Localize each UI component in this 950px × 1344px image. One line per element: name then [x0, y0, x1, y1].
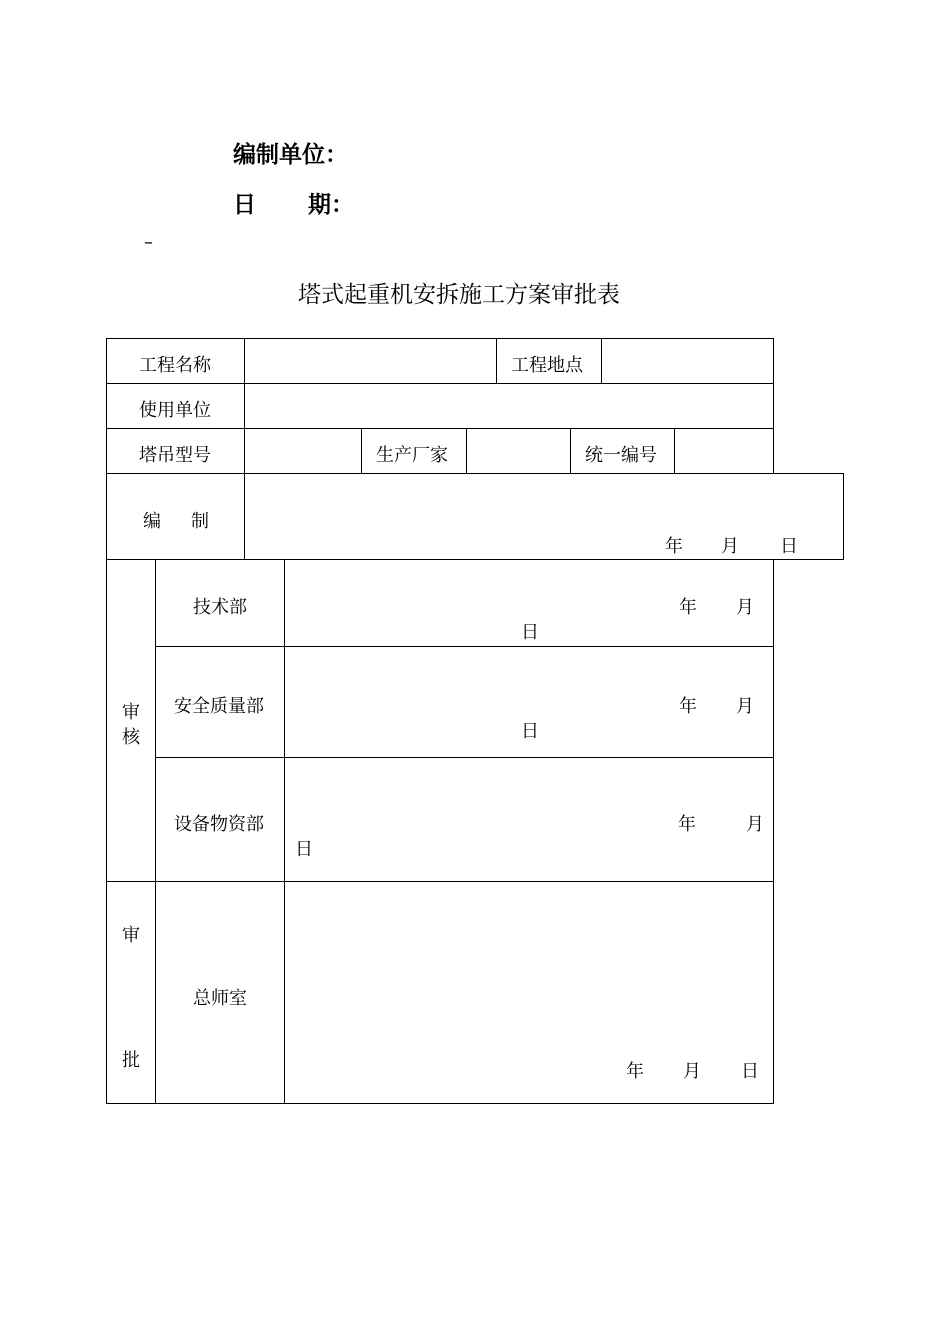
manufacturer-label: 生产厂家: [376, 445, 448, 466]
equipment-dept-date-day: 日: [295, 839, 313, 860]
table-line: [570, 428, 571, 473]
table-line: [361, 428, 362, 473]
table-line: [155, 646, 774, 647]
table-line: [106, 338, 774, 339]
table-line: [244, 338, 245, 559]
compile-label-char2: 制: [191, 511, 209, 532]
compile-label-char1: 编: [143, 511, 161, 532]
table-line: [106, 338, 107, 1103]
table-line: [466, 428, 467, 473]
table-line: [773, 559, 774, 1103]
unified-number-label: 统一编号: [585, 445, 657, 466]
tech-dept-date-month: 月: [736, 597, 754, 618]
user-unit-label: 使用单位: [139, 400, 211, 421]
safety-dept-date-year: 年: [679, 696, 697, 717]
crane-model-label: 塔吊型号: [139, 445, 211, 466]
equipment-dept-label: 设备物资部: [174, 814, 264, 835]
equipment-dept-date-year: 年: [678, 814, 696, 835]
project-name-label: 工程名称: [139, 355, 211, 376]
date-label-first: 日: [233, 192, 256, 218]
table-line: [106, 881, 774, 882]
table-line: [155, 757, 774, 758]
form-title: 塔式起重机安拆施工方案审批表: [298, 282, 620, 308]
table-line: [284, 559, 285, 1103]
safety-dept-date-day: 日: [521, 721, 539, 742]
chief-office-date-day: 日: [741, 1061, 759, 1082]
review-group-char2: 核: [122, 727, 140, 748]
safety-dept-label: 安全质量部: [174, 696, 264, 717]
approve-group-char2: 批: [122, 1050, 140, 1071]
project-location-label: 工程地点: [511, 355, 583, 376]
table-line: [496, 338, 497, 383]
review-group-char1: 审: [122, 702, 140, 723]
compiling-unit-label: 编制单位：: [233, 142, 348, 168]
equipment-dept-date-month: 月: [746, 814, 764, 835]
date-label-second: 期：: [308, 192, 354, 218]
table-line: [106, 559, 844, 560]
tech-dept-label: 技术部: [193, 597, 247, 618]
compile-date-month: 月: [721, 536, 739, 557]
table-line: [773, 338, 774, 473]
table-line: [601, 338, 602, 383]
table-line: [106, 1103, 774, 1104]
chief-office-date-month: 月: [683, 1061, 701, 1082]
table-line: [674, 428, 675, 473]
compile-date-year: 年: [665, 536, 683, 557]
dash-mark: –: [144, 232, 153, 253]
approve-group-char1: 审: [122, 925, 140, 946]
chief-office-date-year: 年: [626, 1061, 644, 1082]
tech-dept-date-day: 日: [521, 622, 539, 643]
table-line: [155, 559, 156, 1103]
table-line: [106, 383, 774, 384]
safety-dept-date-month: 月: [736, 696, 754, 717]
table-line: [843, 473, 844, 559]
compile-date-day: 日: [780, 536, 798, 557]
chief-office-label: 总师室: [193, 988, 247, 1009]
tech-dept-date-year: 年: [679, 597, 697, 618]
table-line: [106, 473, 844, 474]
